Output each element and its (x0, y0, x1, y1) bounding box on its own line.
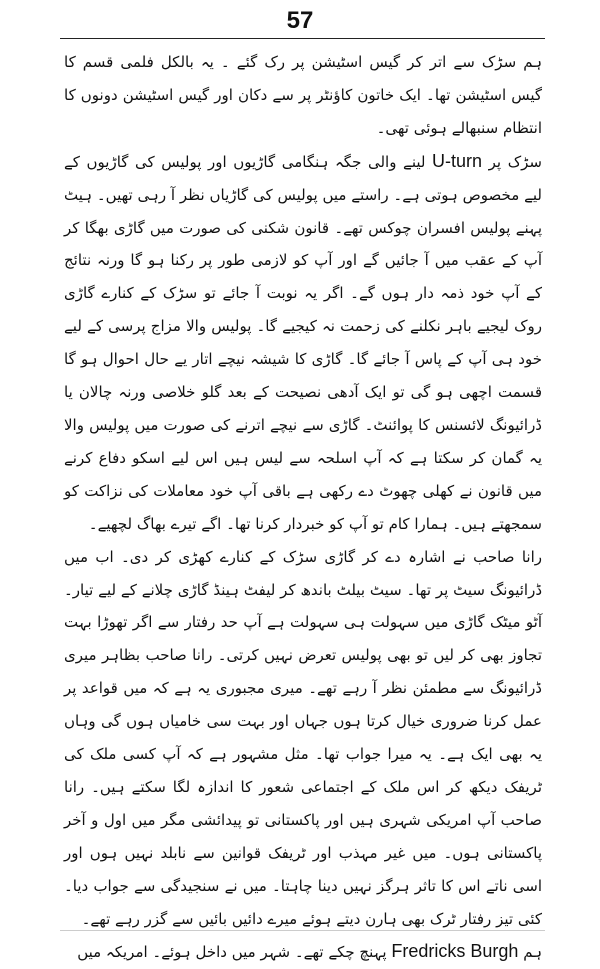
paragraph-u-turn (64, 145, 542, 541)
page-body (64, 46, 542, 969)
u-turn-term: U-turn (432, 150, 483, 171)
header-rule (60, 38, 545, 39)
paragraph-fredricks-rest: پہنچ چکے تھے۔ شہر میں داخل ہوئے۔ امریکہ میں (77, 943, 387, 962)
paragraph-fredricks-burgh (64, 935, 542, 969)
paragraph-fredricks-start: ہم (523, 943, 542, 962)
paragraph-u-turn-start: سڑک پر (488, 152, 542, 171)
fredricks-burgh-term: Fredricks Burgh (391, 941, 519, 962)
paragraph-u-turn-rest: لینے والی جگہ ہنگامی گاڑیوں اور پولیس کی گاڑیوں کے لیے مخصوص ہوتی ہے۔ راستے میں پولیس کی گاڑیاں نظر آ رہی تھیں۔ ہیٹ پہنے پولیس افسران چوکس تھے۔ قانون شکنی کی صورت میں گاڑی بھگا کر آپ کے عقب میں آ جائیں گے اور آپ کو لازمی طور پر رکنا ہو گا ورنہ نتائج کے آپ خود ذمہ دار ہوں گے۔ اگر یہ نوبت آ جائے تو سڑک کے کنارے گاڑی روک لیجیے باہر نکلنے کی زحمت نہ کیجیے گا۔ پولیس والا مزاج پرسی کے لیے خود ہی آپ کے پاس آ جائے گا۔ گاڑی کا شیشہ نیچے اتار یے حال احوال ہو گا قسمت اچھی ہو گی تو ایک آدھی نصیحت کے بعد گلو خلاصی ورنہ چالان یا ڈرائیونگ لائسنس کا پوائنٹ۔ گاڑی سے نیچے اترنے کی صورت میں پولیس والا یہ گمان کر سکتا ہے کہ آپ اسلحہ سے لیس ہیں اس لیے اسکو دفاع کرنے میں قانون نے کھلی چھوٹ دے رکھی ہے باقی آپ خود معاملات کی نزاکت کو سمجھتے ہیں۔ ہمارا کام تو آپ کو خبردار کرنا تھا۔ اگے تیرے بھاگ لچھیے۔ (64, 152, 542, 533)
paragraph-driving: رانا صاحب نے اشارہ دے کر گاڑی سڑک کے کنارے کھڑی کر دی۔ اب میں ڈرائیونگ سیٹ پر تھا۔ سیٹ بیلٹ باندھ کر لیفٹ ہینڈ گاڑی چلانے کے لیے تیار۔ آٹو میٹک گاڑی میں سہولت ہی سہولت ہے آپ حد رفتار سے اگر تھوڑا بہت تجاوز بھی کر لیں تو بھی پولیس تعرض نہیں کرتی۔ رانا صاحب بظاہر میری ڈرائیونگ سے مطمئن نظر آ رہے تھے۔ میری مجبوری یہ ہے کہ میں قواعد پر عمل کرنا ضروری خیال کرتا ہوں جہاں اور بہت سی خامیاں ہوں گی وہاں یہ بھی ایک ہے۔ یہ میرا جواب تھا۔ مثل مشہور ہے کہ آپ کسی ملک کی ٹریفک دیکھ کر اس ملک کے اجتماعی شعور کا اندازہ لگا سکتے ہیں۔ رانا صاحب آپ امریکی شہری ہیں اور پاکستانی تو پیدائشی مگر میں اول و آخر پاکستانی ہوں۔ میں غیر مہذب اور ٹریفک قوانین سے نابلد نہیں ہوں اور اسی ناتے اس کا تاثر ہرگز نہیں دینا چاہتا۔ میں نے سنجیدگی سے جواب دیا۔ کئی تیز رفتار ٹرک بھی ہارن دیتے ہوئے میرے دائیں بائیں سے گزر رہے تھے۔ (64, 547, 542, 928)
page-number: 57 (286, 7, 314, 34)
paragraph-gas-station: ہم سڑک سے اتر کر گیس اسٹیشن پر رک گئے ۔ یہ بالکل فلمی قسم کا گیس اسٹیشن تھا۔ ایک خاتون کاؤنٹر پر سے دکان اور گیس اسٹیشن دونوں کا انتظام سنبھالے ہوئی تھی۔ (64, 53, 542, 137)
footer-rule (60, 930, 545, 931)
